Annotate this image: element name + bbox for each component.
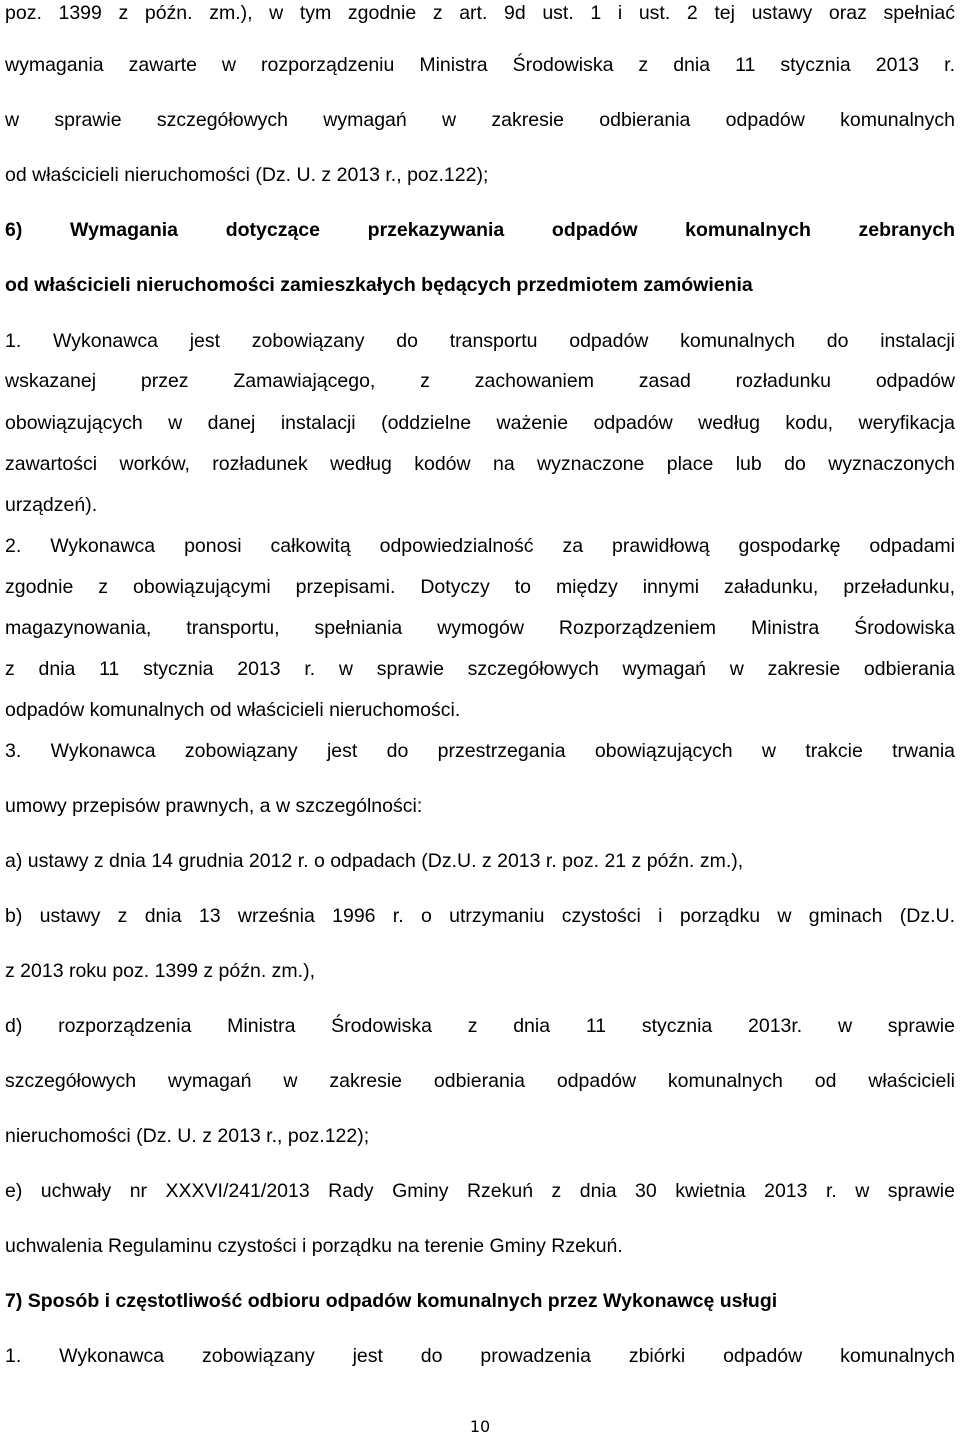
paragraph-line: zgodnie z obowiązującymi przepisami. Dotyczy to między innymi załadunku, przeładunku, — [5, 576, 955, 598]
paragraph-line: odpadów komunalnych od właścicieli nieruchomości. — [5, 699, 461, 721]
list-item-continued: szczegółowych wymagań w zakresie odbierania odpadów komunalnych od właścicieli — [5, 1070, 955, 1092]
paragraph-line: w sprawie szczegółowych wymagań w zakresie odbierania odpadów komunalnych — [5, 109, 955, 131]
paragraph-line: poz. 1399 z późn. zm.), w tym zgodnie z art. 9d ust. 1 i ust. 2 tej ustawy oraz spełniać — [5, 2, 955, 24]
paragraph-line: urządzeń). — [5, 494, 98, 516]
section-heading-6: 6) Wymagania dotyczące przekazywania odpadów komunalnych zebranych — [5, 219, 955, 241]
paragraph-line: magazynowania, transportu, spełniania wymogów Rozporządzeniem Ministra Środowiska — [5, 617, 955, 639]
page-number: 10 — [469, 1417, 491, 1436]
list-item: e) uchwały nr XXXVI/241/2013 Rady Gminy Rzekuń z dnia 30 kwietnia 2013 r. w sprawie — [5, 1180, 955, 1202]
list-item-continued: uchwalenia Regulaminu czystości i porządku na terenie Gminy Rzekuń. — [5, 1235, 623, 1257]
paragraph-line: 1. Wykonawca jest zobowiązany do transportu odpadów komunalnych do instalacji — [5, 330, 955, 352]
paragraph-line: obowiązujących w danej instalacji (oddzielne ważenie odpadów według kodu, weryfikacja — [5, 412, 955, 434]
list-item: d) rozporządzenia Ministra Środowiska z dnia 11 stycznia 2013r. w sprawie — [5, 1015, 955, 1037]
list-item: b) ustawy z dnia 13 września 1996 r. o utrzymaniu czystości i porządku w gminach (Dz.U. — [5, 905, 955, 927]
section-heading-7: 7) Sposób i częstotliwość odbioru odpadów komunalnych przez Wykonawcę usługi — [5, 1290, 778, 1312]
paragraph-line: od właścicieli nieruchomości (Dz. U. z 2013 r., poz.122); — [5, 164, 489, 186]
paragraph-line: zawartości worków, rozładunek według kodów na wyznaczone place lub do wyznaczonych — [5, 453, 955, 475]
paragraph-line: 2. Wykonawca ponosi całkowitą odpowiedzialność za prawidłową gospodarkę odpadami — [5, 535, 955, 557]
paragraph-line: z dnia 11 stycznia 2013 r. w sprawie szczegółowych wymagań w zakresie odbierania — [5, 658, 955, 680]
paragraph-line: umowy przepisów prawnych, a w szczególności: — [5, 795, 423, 817]
paragraph-line: wskazanej przez Zamawiającego, z zachowaniem zasad rozładunku odpadów — [5, 370, 955, 392]
paragraph-line: 3. Wykonawca zobowiązany jest do przestrzegania obowiązujących w trakcie trwania — [5, 740, 955, 762]
list-item-continued: z 2013 roku poz. 1399 z późn. zm.), — [5, 960, 316, 982]
list-item: a) ustawy z dnia 14 grudnia 2012 r. o odpadach (Dz.U. z 2013 r. poz. 21 z późn. zm.), — [5, 850, 744, 872]
section-heading-6-continued: od właścicieli nieruchomości zamieszkałych będących przedmiotem zamówienia — [5, 274, 753, 296]
paragraph-line: wymagania zawarte w rozporządzeniu Ministra Środowiska z dnia 11 stycznia 2013 r. — [5, 54, 955, 76]
paragraph-line: 1. Wykonawca zobowiązany jest do prowadzenia zbiórki odpadów komunalnych — [5, 1345, 955, 1367]
list-item-continued: nieruchomości (Dz. U. z 2013 r., poz.122); — [5, 1125, 370, 1147]
